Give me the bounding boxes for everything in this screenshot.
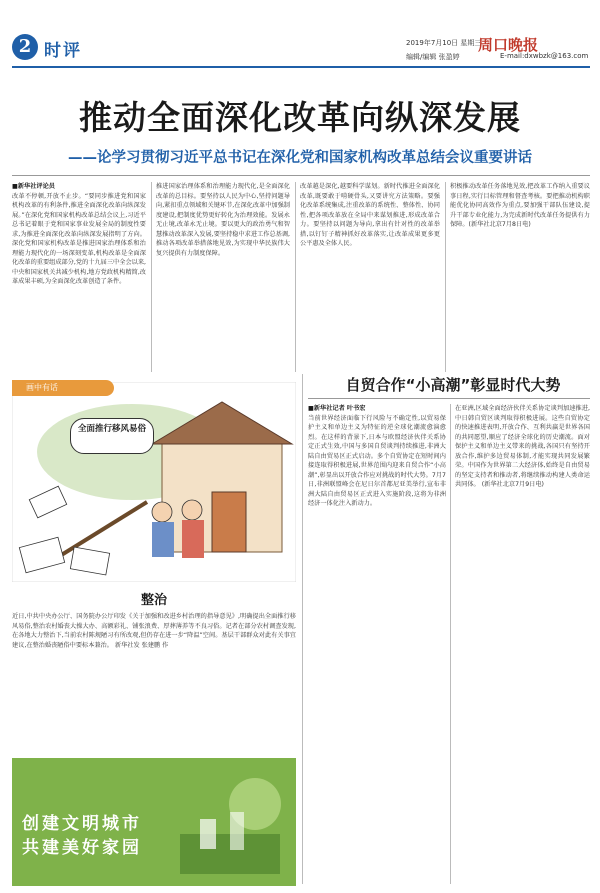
article1-col1-text: 改革不停顿,开放不止步。“要同步推进党和国家机构改革的有利条件,推进全面深化改革向纵深发展。”在深化党和国家机构改革总结会议上,习近平总书记着眼于党和国家事业发展全局的制度性要求,为推进全面深化改革向纵深发展指明了方向。深化党和国家机构改革是推进国家治理体系和治理能力现代化的一场深刻变革,机构改革是全面深化改革的重要组成部分,党的十九届三中全会以来,中央和国家机关共减少机构,地方党政机构精简,改革成果丰硕,为全面深化改革创造了条件。 [12,192,146,285]
article2-byline: ■新华社记者 叶书宏 [308,405,366,412]
article2-col1-text: 当前世界经济面临下行风险与不确定性,以贸易保护主义和单边主义为特征的逆全球化潮流愈演愈烈。在这样的背景下,日本与欧盟经济伙伴关系协定正式生效,中国与多国自贸谈判持续推进,非洲大陆自由贸易区正式启动。多个自贸协定在短时间内接连取得积极进展,世界范围内迎来自贸合作“小高潮”,彰显出以开放合作应对挑战的时代大势。7月7日,非洲联盟峰会在尼日尔首都尼亚美举行,宣布非洲大陆自由贸易区正式进入实施阶段,这将为非洲经济一体化注入新动力。 [308,414,446,507]
article2-column-2 [455,404,590,884]
article1-column-1 [12,182,146,372]
paper-name-logo: 周口晚报 [478,36,539,54]
cartoon-tag: 画中有话 [12,380,114,396]
header-divider [12,66,590,68]
headline: 推动全面深化改革向纵深发展 [79,98,521,137]
column-divider [151,182,152,372]
column-divider [450,404,451,884]
article1-byline: ■新华社评论员 [12,183,55,190]
article1-col3-text: 改革越是深化,越要科学谋划。新时代推进全面深化改革,既要敢于啃硬骨头,又要讲究方法策略。要强化改革系统集成,注重改革的系统性、整体性、协同性,把各项改革放在全局中来谋划推进,形成改革合力。要坚持以问题为导向,拿出有针对性的改革举措,以钉钉子精神抓好改革落实,让改革成果更多更公平惠及全体人民。 [300,183,440,247]
headline-divider [12,175,590,176]
promo-line-2: 共建美好家园 [22,838,142,858]
article1-col2-text: 推进国家治理体系和治理能力现代化,是全面深化改革的总目标。要坚持以人民为中心,坚持问题导向,紧扣重点领域和关键环节,在深化改革中加强制度建设,把制度优势更好转化为治理效能。发展永无止境,改革永无止境。要以更大的政治勇气和智慧推动改革深入发展,要坚持稳中求进工作总基调,推动各项改革举措落地见效,为实现中华民族伟大复兴提供有力制度保障。 [156,183,290,257]
article1-col4-text: 积极推动改革任务落地见效,把改革工作纳入重要议事日程,实行目标管理和督查考核。要把推动机构职能优化协同高效作为重点,要加强干部队伍建设,提升干部专业化能力,为完成新时代改革任务提供有力保障。(新华社北京7月8日电) [450,183,590,228]
article2-divider [308,398,590,399]
article2-title: 自贸合作“小高潮”彰显时代大势 [345,376,561,394]
date-line: 2019年7月10日 星期三 [406,39,482,47]
promo-decoration [160,764,290,882]
page-number-badge: 2 [12,34,38,60]
column-divider [302,374,303,884]
cartoon-description: 近日,中共中央办公厅、国务院办公厅印发《关于加强和改进乡村治理的指导意见》,明确提出全面推行移风易俗,整治农村婚丧大操大办、高额彩礼、铺张浪费、厚葬薄养等不良习俗。记者在部分农村调查发现,在各地大力整治下,当前农村陈规陋习有所改观,但仍存在进一步“降温”空间。基层干部群众对此有关事宜建议,在整治婚丧陋俗中要标本兼治。 新华社发 张建鹏 作 [12,613,296,649]
promo-line-1: 创建文明城市 [22,814,142,834]
email-line: E-mail:dxwbzk@163.com [500,52,589,60]
promo-text [22,812,142,860]
cartoon-illustration [12,382,296,582]
article1-column-4 [450,182,590,372]
article2-col2-text: 在亚洲,区域全面经济伙伴关系协定谈判加速推进,中日韩自贸区谈判取得积极进展。这些自贸协定的快速推进表明,开放合作、互利共赢是世界各国的共同愿望,顺应了经济全球化的历史潮流。面对保护主义和单边主义带来的挑战,各国只有坚持开放合作,维护多边贸易体制,才能实现共同发展繁荣。中国作为世界第二大经济体,始终是自由贸易的坚定支持者和推动者,将继续推动构建人类命运共同体。 (新华社北京7月9日电) [455,405,590,488]
column-divider [445,182,446,372]
article1-column-3 [300,182,440,372]
editor-line: 编辑/编辑 张盈婷 [406,53,460,61]
cartoon-speech-bubble: 全面推行移风易俗 [70,418,154,454]
article1-column-2 [156,182,290,372]
column-divider [295,182,296,372]
article2-column-1 [308,404,446,884]
section-title: 时评 [44,41,82,61]
cartoon-caption: 整治 [140,593,167,608]
subheadline: ——论学习贯彻习近平总书记在深化党和国家机构改革总结会议重要讲话 [68,150,532,166]
